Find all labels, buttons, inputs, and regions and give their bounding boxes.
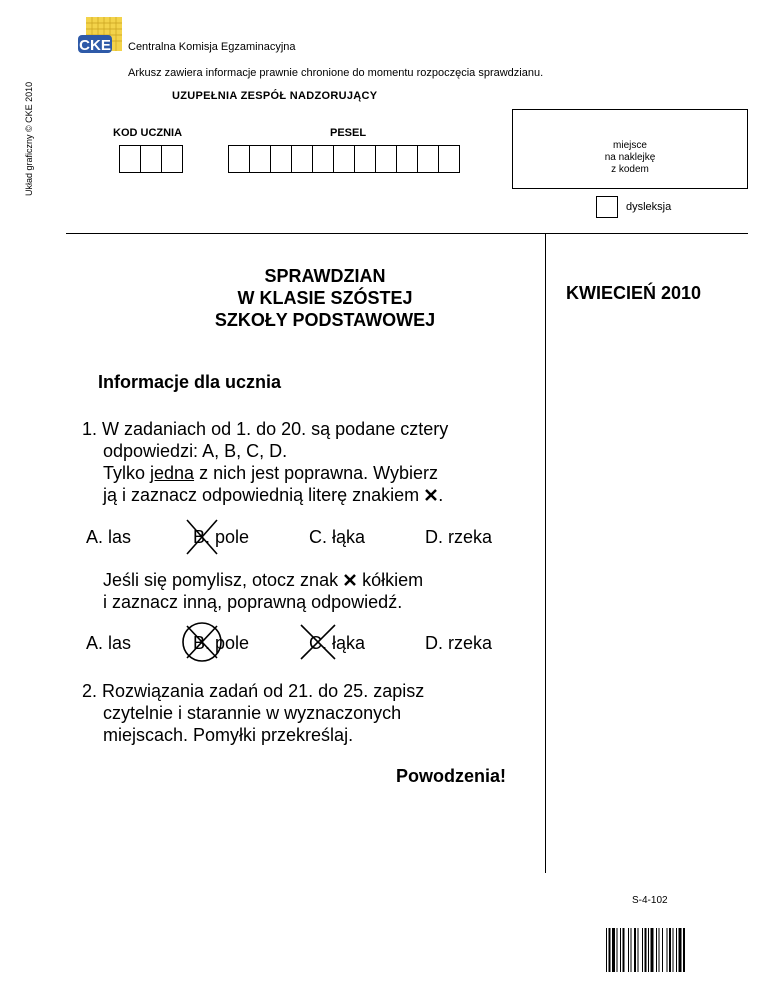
sticker-label: miejsce na naklejkę z kodem	[604, 140, 656, 175]
pesel-boxes[interactable]	[229, 145, 460, 173]
title-line-2: W KLASIE SZÓSTEJ	[237, 288, 413, 308]
logo-text: CKE	[79, 37, 111, 54]
instruction-2-line-2: czytelnie i starannie w wyznaczonych	[103, 703, 402, 723]
barcode-bar	[631, 928, 632, 972]
barcode-bar	[609, 928, 611, 972]
x-mark-icon	[343, 573, 357, 587]
example2-option-b: B. pole	[193, 633, 250, 653]
pesel-box[interactable]	[396, 145, 418, 173]
example2-option-a: A. las	[86, 633, 132, 653]
code-box[interactable]	[119, 145, 141, 173]
pesel-box[interactable]	[228, 145, 250, 173]
cross-mark-icon	[184, 517, 220, 557]
cke-logo	[78, 17, 122, 57]
instruction-1-line-3: Tylko jedna z nich jest poprawna. Wybierz	[103, 463, 439, 483]
example1-option-b: B. pole	[193, 527, 250, 547]
pesel-box[interactable]	[270, 145, 292, 173]
pesel-box[interactable]	[375, 145, 397, 173]
instruction-correction-line-2: i zaznacz inną, poprawną odpowiedź.	[103, 592, 403, 612]
barcode-bar	[634, 928, 636, 972]
barcode-bar	[638, 928, 639, 972]
pesel-box[interactable]	[312, 145, 334, 173]
barcode-bar	[642, 928, 643, 972]
instruction-correction-line-1: Jeśli się pomylisz, otocz znak kółkiem	[103, 570, 424, 590]
pesel-box[interactable]	[354, 145, 376, 173]
barcode-bar	[623, 928, 625, 972]
code-box[interactable]	[161, 145, 183, 173]
barcode-bar	[651, 928, 654, 972]
barcode-bar	[667, 928, 668, 972]
barcode-bar	[669, 928, 671, 972]
exam-date: KWIECIEŃ 2010	[566, 283, 702, 303]
instructions-heading: Informacje dla ucznia	[98, 372, 282, 392]
example1-option-d: D. rzeka	[425, 527, 493, 547]
dyslexia-checkbox[interactable]	[596, 196, 618, 218]
example2-option-d: D. rzeka	[425, 633, 493, 653]
vertical-divider	[545, 233, 546, 873]
instruction-2-line-1: 2. Rozwiązania zadań od 21. do 25. zapisz	[82, 681, 425, 701]
barcode-bar	[620, 928, 621, 972]
pesel-box[interactable]	[417, 145, 439, 173]
barcode-bar	[617, 928, 618, 972]
barcode-icon	[606, 928, 730, 972]
barcode-bar	[612, 928, 615, 972]
instruction-1-line-1: 1. W zadaniach od 1. do 20. są podane cztery	[82, 419, 449, 439]
barcode-bar	[679, 928, 682, 972]
barcode-bar	[606, 928, 607, 972]
pesel-box[interactable]	[333, 145, 355, 173]
pesel-box[interactable]	[249, 145, 271, 173]
code-box[interactable]	[140, 145, 162, 173]
title-line-3: SZKOŁY PODSTAWOWEJ	[214, 310, 436, 330]
x-mark-icon	[424, 488, 438, 502]
good-luck-text: Powodzenia!	[396, 766, 507, 786]
example2-option-c: C. łąka	[309, 633, 366, 653]
copyright-side-text: Układ graficzny © CKE 2010	[24, 81, 34, 196]
fill-by-heading: UZUPEŁNIA ZESPÓŁ NADZORUJĄCY	[172, 90, 378, 102]
pesel-box[interactable]	[291, 145, 313, 173]
barcode-bar	[676, 928, 677, 972]
barcode-bar	[683, 928, 685, 972]
barcode-bar	[648, 928, 649, 972]
example1-option-c: C. łąka	[309, 527, 366, 547]
barcode-bar	[662, 928, 663, 972]
barcode-bar	[659, 928, 660, 972]
underlined-word: jedna	[150, 463, 195, 483]
sticker-area	[512, 109, 748, 189]
instruction-1-line-4: ją i zaznacz odpowiednią literę znakiem .	[103, 485, 444, 505]
horizontal-divider	[66, 233, 748, 234]
barcode-bar	[628, 928, 629, 972]
student-code-boxes[interactable]	[120, 145, 183, 173]
instruction-2-line-3: miejscach. Pomyłki przekreślaj.	[103, 725, 354, 745]
barcode-bar	[656, 928, 657, 972]
example1-option-a: A. las	[86, 527, 132, 547]
student-code-label: KOD UCZNIA	[113, 127, 183, 139]
barcode-bar	[673, 928, 674, 972]
cross-mark-icon	[298, 622, 338, 662]
title-line-1: SPRAWDZIAN	[264, 266, 386, 286]
pesel-box[interactable]	[438, 145, 460, 173]
dyslexia-label: dysleksja	[626, 201, 672, 213]
circled-cross-mark-icon	[180, 620, 224, 664]
sheet-code: S-4-102	[632, 895, 668, 906]
confidentiality-notice: Arkusz zawiera informacje prawnie chronione do momentu rozpoczęcia sprawdzianu.	[128, 67, 544, 79]
barcode-bar	[645, 928, 647, 972]
organization-name: Centralna Komisja Egzaminacyjna	[128, 41, 296, 53]
pesel-label: PESEL	[330, 127, 367, 139]
instruction-1-line-2: odpowiedzi: A, B, C, D.	[103, 441, 288, 461]
